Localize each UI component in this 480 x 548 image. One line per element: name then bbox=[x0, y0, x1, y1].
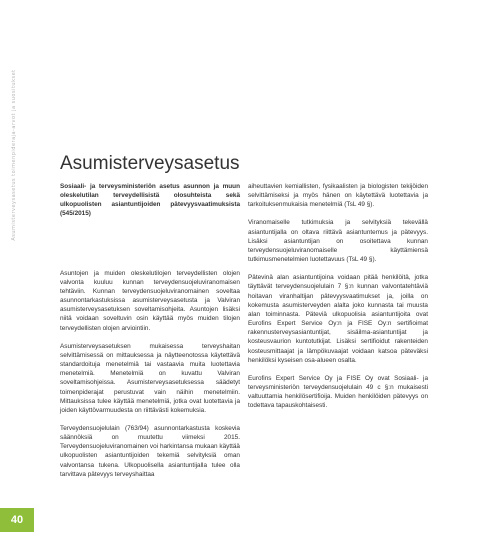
page-title: Asumisterveysasetus bbox=[60, 153, 240, 174]
lead-paragraph: Sosiaali- ja terveysministeriön asetus asunnon ja muun oleskelutilan terveydellisistä olosuhteista sekä ulkopuolisten asiantuntijoiden pätevyysvaatimuksista (545/2015) bbox=[60, 183, 240, 218]
paragraph: Pätevinä alan asiantuntijoina voidaan pitää henkilöitä, jotka täyttävät terveydensuojelulain 7 §:n kunnan valvontatehtäviä hoitavan viranhaltijan pätevyysvaatimukset ja, joilla on kokemusta asumisterveyden alalta joko kunnasta tai muusta alan toiminnasta. Päteviä ulkopuolisia asiantuntijoita ovat Eurofins Expert Service Oy:n ja FISE Oy:n sertifioimat rakennusterveysasiantuntijat, sisäilma-asiantuntijat ja kosteusvaurion kuntotutkijat. Lisäksi sertifioidut rakenteiden kosteusmittaajat ja lämpökuvaajat voidaan katsoa päteväksi henkilöksi kyseisen osa-alueen osalta. bbox=[248, 274, 428, 364]
paragraph: Asumisterveysasetuksen mukaisessa terveyshaitan selvittämisessä on mittauksessa ja näytteenotossa käytettävä standardoituja menetelmiä tai vastaavia muita luotettavia menetelmiä. Menetelmiä on kuvattu Valviran soveltamisohjeissa. Asumisterveysasetuksessa säädetyt toimenpiderajat perustuvat vain näihin menetelmiin. Mittauksissa tulee käyttää menetelmiä, jotka ovat luotettavia ja joiden käyttövarmuudesta on riittävästi kokemuksia. bbox=[60, 342, 240, 414]
paragraph: Terveydensuojelulain (763/94) asunnontarkastusta koskevia säännöksiä on muutettu viimeksi 2015. Terveydensuojeluviranomainen voi harkintansa mukaan käyttää ulkopuolisten asiantuntijoiden tekemiä selvityksiä oman valvontansa tukena. Ulkopuolisella asiantuntijalla tulee olla tarvittava pätevyys terveyshaittaa bbox=[60, 424, 240, 478]
paragraph: aiheuttavien kemiallisten, fysikaalisten ja biologisten tekijöiden selvittämiseksi ja myös hänen on käytettävä luotettavia ja tarkoituksenmukaisia menetelmiä (TsL 49 §). bbox=[248, 183, 428, 209]
page-number: 40 bbox=[10, 514, 24, 526]
page-number-badge bbox=[0, 508, 34, 532]
paragraph: Asuntojen ja muiden oleskelutilojen terveydellisten olojen valvonta kuuluu kunnan terveydensuojeluviranomaisen tehtäviin. Kunnan terveydensuojeluviranomainen soveltaa asunnontarkastuksissa asumisterveysasetusta ja Valviran asumisterveysasetuksen soveltamisohjeita. Asuntojen lisäksi niitä voidaan soveltuvin osin käyttää myös muiden tilojen terveydellisten olojen arviointiin. bbox=[60, 269, 240, 332]
left-column bbox=[60, 182, 240, 488]
paragraph: Eurofins Expert Service Oy ja FISE Oy ovat Sosiaali- ja terveysministeriön terveydensuojelulain 49 c §:n mukaisesti valtuuttamia henkilösertifioija. Muiden henkilöiden pätevyys on todettava tapauskohtaisesti. bbox=[248, 374, 428, 410]
right-column bbox=[248, 182, 428, 419]
paragraph: Viranomaiselle tutkimuksia ja selvityksiä tekevällä asiantuntijalla on oltava riittävä asiantuntemus ja pätevyys. Lisäksi asiantuntijan on osoitettava kunnan terveydensuojeluviranomaiselle käyttämiensä tutkimusmenetelmien luotettavuus (TsL 49 §). bbox=[248, 219, 428, 264]
vertical-side-label: Asumisterveysasetus toimenpideraja-arvot ja suositukset bbox=[11, 69, 17, 241]
vertical-side-label-wrap bbox=[8, 20, 20, 290]
